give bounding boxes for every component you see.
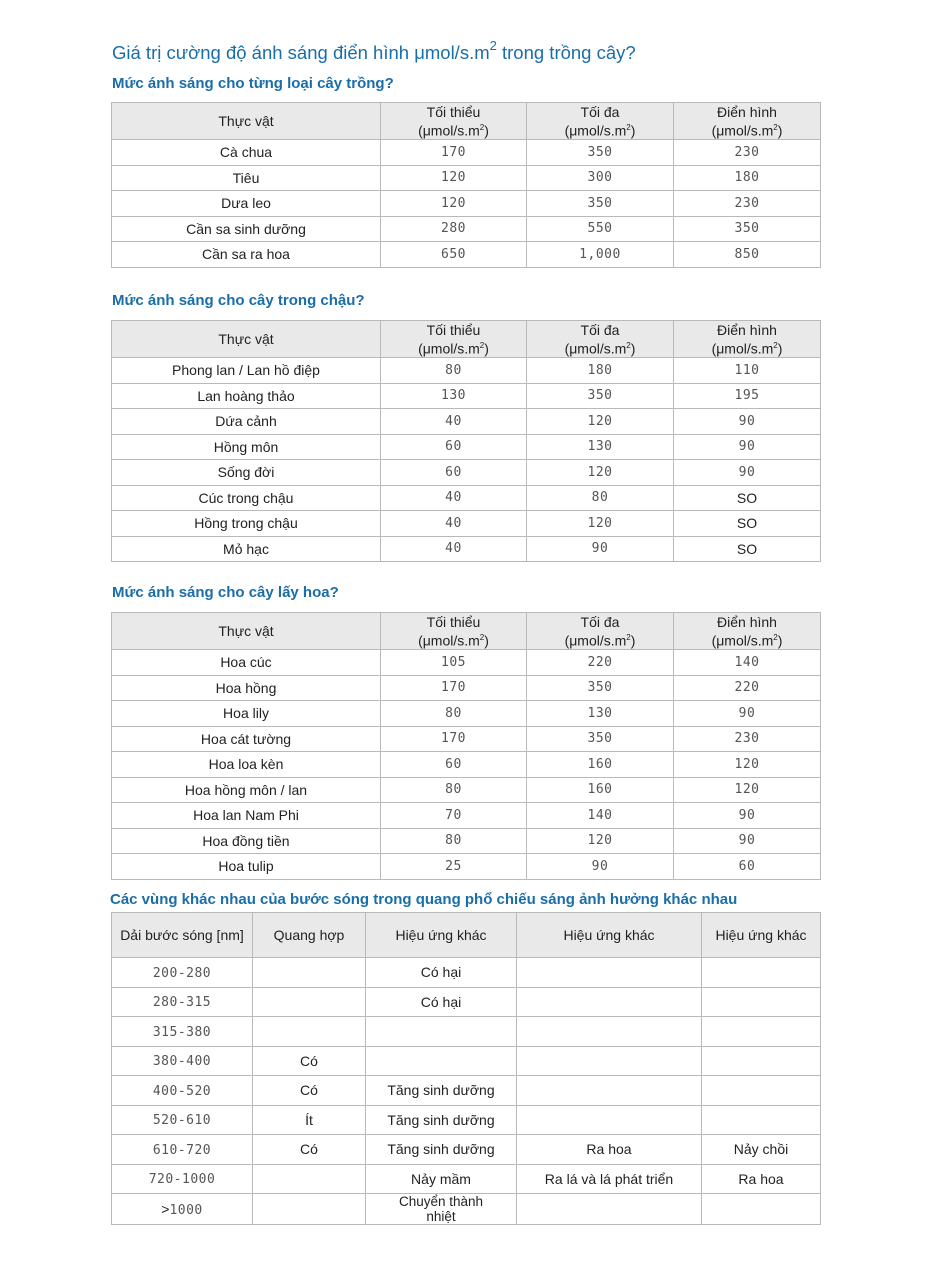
unit-text: (μmol/s.m bbox=[564, 632, 627, 649]
range-value: 315-380 bbox=[152, 1024, 212, 1040]
unit-sup: 2 bbox=[773, 632, 778, 642]
unit-text: (μmol/s.m bbox=[564, 340, 627, 357]
range-value: 520-610 bbox=[152, 1113, 212, 1129]
plant-name: Hoa cúc bbox=[112, 650, 381, 676]
photosynthesis bbox=[253, 987, 366, 1017]
header-minimum bbox=[381, 103, 527, 140]
header-minimum-label: Tối thiểu bbox=[426, 321, 481, 338]
table-row bbox=[112, 216, 821, 242]
table-row bbox=[112, 803, 821, 829]
other-effect-1: Có hại bbox=[366, 987, 517, 1017]
other-effect-2 bbox=[517, 1194, 702, 1225]
unit-sup: 2 bbox=[479, 122, 485, 132]
value-typical: 195 bbox=[674, 383, 821, 409]
table-row bbox=[112, 191, 821, 217]
photosynthesis: Có bbox=[253, 1135, 366, 1165]
plant-name: Hoa cát tường bbox=[112, 726, 381, 752]
header-minimum bbox=[381, 613, 527, 650]
plant-name: Hồng trong chậu bbox=[112, 511, 381, 537]
value-typical: 90 bbox=[674, 701, 821, 727]
other-effect-3 bbox=[702, 1017, 821, 1047]
other-effect-2 bbox=[517, 1017, 702, 1047]
table-row bbox=[112, 650, 821, 676]
other-effect-2: Ra lá và lá phát triển bbox=[517, 1164, 702, 1194]
unit-text: (μmol/s.m bbox=[418, 632, 480, 649]
value-typical: 230 bbox=[674, 191, 821, 217]
plant-name: Phong lan / Lan hồ điệp bbox=[112, 358, 381, 384]
table-row bbox=[112, 726, 821, 752]
wavelength-range bbox=[112, 1105, 253, 1135]
unit-text: (μmol/s.m bbox=[418, 340, 480, 357]
value-typical: 90 bbox=[674, 828, 821, 854]
section-heading-crops: Mức ánh sáng cho từng loại cây trồng? bbox=[112, 75, 394, 92]
value-min: 650 bbox=[381, 242, 527, 268]
photosynthesis bbox=[253, 1194, 366, 1225]
value-min: 120 bbox=[381, 165, 527, 191]
value-max: 120 bbox=[527, 460, 674, 486]
header-typical-label: Điển hình bbox=[717, 613, 777, 630]
value-typical: 90 bbox=[674, 409, 821, 435]
table-row bbox=[112, 242, 821, 268]
other-effect-3 bbox=[702, 1105, 821, 1135]
other-effect-1 bbox=[366, 1017, 517, 1047]
value-max: 130 bbox=[527, 701, 674, 727]
photosynthesis: Có bbox=[253, 1046, 366, 1076]
value-typical: 230 bbox=[674, 726, 821, 752]
photosynthesis bbox=[253, 1164, 366, 1194]
plant-name: Hoa hồng bbox=[112, 675, 381, 701]
value-min: 120 bbox=[381, 191, 527, 217]
other-effect-1 bbox=[366, 1046, 517, 1076]
other-effect-3 bbox=[702, 1046, 821, 1076]
range-value: 200-280 bbox=[152, 965, 212, 981]
value-max: 160 bbox=[527, 752, 674, 778]
value-max: 180 bbox=[527, 358, 674, 384]
unit-text: (μmol/s.m bbox=[711, 122, 774, 139]
header-other-effect-2: Hiệu ứng khác bbox=[517, 913, 702, 958]
table-row bbox=[112, 1164, 821, 1194]
table-row bbox=[112, 511, 821, 537]
value-max: 350 bbox=[527, 726, 674, 752]
value-typical: 350 bbox=[674, 216, 821, 242]
other-effect-1: Tăng sinh dưỡng bbox=[366, 1135, 517, 1165]
header-plant: Thực vật bbox=[112, 103, 381, 140]
range-value: 380-400 bbox=[152, 1054, 212, 1070]
header-typical-label: Điển hình bbox=[717, 321, 777, 338]
unit-label bbox=[381, 630, 526, 649]
header-plant: Thực vật bbox=[112, 321, 381, 358]
section-heading-potted: Mức ánh sáng cho cây trong chậu? bbox=[112, 292, 365, 309]
header-maximum bbox=[527, 321, 674, 358]
value-min: 40 bbox=[381, 485, 527, 511]
unit-label bbox=[527, 120, 673, 139]
value-min: 170 bbox=[381, 675, 527, 701]
unit-text: (μmol/s.m bbox=[711, 632, 774, 649]
header-maximum bbox=[527, 103, 674, 140]
other-effect-2 bbox=[517, 958, 702, 988]
table-row bbox=[112, 383, 821, 409]
other-effect-2 bbox=[517, 1046, 702, 1076]
plant-name: Hoa loa kèn bbox=[112, 752, 381, 778]
table-row bbox=[112, 701, 821, 727]
plant-name: Dứa cảnh bbox=[112, 409, 381, 435]
unit-sup: 2 bbox=[626, 122, 631, 132]
wavelength-effects-table bbox=[111, 912, 821, 1225]
value-min: 60 bbox=[381, 752, 527, 778]
wavelength-range bbox=[112, 1164, 253, 1194]
value-typical: 120 bbox=[674, 777, 821, 803]
unit-end: ) bbox=[777, 340, 783, 357]
header-maximum-label: Tối đa bbox=[580, 321, 620, 338]
range-value: 720-1000 bbox=[148, 1172, 216, 1188]
page-title: Giá trị cường độ ánh sáng điển hình μmol/$s.m^2$ trong trồng cây? bbox=[112, 38, 636, 64]
header-wavelength-range: Dải bước sóng [nm] bbox=[112, 913, 253, 958]
unit-label bbox=[674, 120, 820, 139]
unit-label bbox=[674, 630, 820, 649]
wavelength-range bbox=[112, 1194, 253, 1225]
plant-name: Cần sa sinh dưỡng bbox=[112, 216, 381, 242]
potted-light-table bbox=[111, 320, 821, 562]
other-effect-3 bbox=[702, 958, 821, 988]
other-effect-2 bbox=[517, 987, 702, 1017]
table-row bbox=[112, 1105, 821, 1135]
unit-label bbox=[527, 338, 673, 357]
value-max: 90 bbox=[527, 854, 674, 880]
value-max: 120 bbox=[527, 409, 674, 435]
value-min: 60 bbox=[381, 460, 527, 486]
unit-end: ) bbox=[630, 632, 636, 649]
photosynthesis bbox=[253, 1017, 366, 1047]
plant-name: Lan hoàng thảo bbox=[112, 383, 381, 409]
section-heading-cut-flowers: Mức ánh sáng cho cây lấy hoa? bbox=[112, 584, 339, 601]
wavelength-range bbox=[112, 1135, 253, 1165]
photosynthesis bbox=[253, 958, 366, 988]
plant-name: Tiêu bbox=[112, 165, 381, 191]
value-max: 160 bbox=[527, 777, 674, 803]
value-min: 130 bbox=[381, 383, 527, 409]
other-effect-3 bbox=[702, 1194, 821, 1225]
value-max: 1,000 bbox=[527, 242, 674, 268]
table-row bbox=[112, 1135, 821, 1165]
value-max: 120 bbox=[527, 511, 674, 537]
header-minimum bbox=[381, 321, 527, 358]
value-typical: 110 bbox=[674, 358, 821, 384]
value-min: 105 bbox=[381, 650, 527, 676]
unit-end: ) bbox=[484, 122, 489, 139]
unit-label bbox=[381, 338, 526, 357]
value-typical: 850 bbox=[674, 242, 821, 268]
unit-sup: 2 bbox=[626, 632, 631, 642]
other-effect-2 bbox=[517, 1076, 702, 1106]
value-min: 40 bbox=[381, 409, 527, 435]
value-max: 140 bbox=[527, 803, 674, 829]
plant-name: Hoa lily bbox=[112, 701, 381, 727]
plant-name: Mỏ hạc bbox=[112, 536, 381, 562]
value-typical: 230 bbox=[674, 140, 821, 166]
value-max: 550 bbox=[527, 216, 674, 242]
other-effect-2: Ra hoa bbox=[517, 1135, 702, 1165]
unit-end: ) bbox=[777, 122, 783, 139]
range-value: 280-315 bbox=[152, 995, 212, 1011]
header-typical bbox=[674, 613, 821, 650]
value-max: 90 bbox=[527, 536, 674, 562]
table-row bbox=[112, 958, 821, 988]
unit-end: ) bbox=[484, 632, 489, 649]
plant-name: Hoa tulip bbox=[112, 854, 381, 880]
plant-name: Hoa đồng tiền bbox=[112, 828, 381, 854]
table-row bbox=[112, 1017, 821, 1047]
value-max: 120 bbox=[527, 828, 674, 854]
value-max: 300 bbox=[527, 165, 674, 191]
table-row bbox=[112, 140, 821, 166]
value-max: 350 bbox=[527, 191, 674, 217]
wavelength-range bbox=[112, 1046, 253, 1076]
section-heading-wavelength: Các vùng khác nhau của bước sóng trong quang phổ chiếu sáng ảnh hưởng khác nhau bbox=[110, 891, 738, 908]
unit-sup: 2 bbox=[773, 122, 778, 132]
header-photosynthesis: Quang hợp bbox=[253, 913, 366, 958]
value-typical: 90 bbox=[674, 803, 821, 829]
value-min: 280 bbox=[381, 216, 527, 242]
value-max: 350 bbox=[527, 383, 674, 409]
value-typical: 90 bbox=[674, 460, 821, 486]
other-effect-2 bbox=[517, 1105, 702, 1135]
table-row bbox=[112, 854, 821, 880]
crops-light-table bbox=[111, 102, 821, 268]
value-max: 350 bbox=[527, 675, 674, 701]
wavelength-range bbox=[112, 987, 253, 1017]
plant-name: Cà chua bbox=[112, 140, 381, 166]
table-row bbox=[112, 165, 821, 191]
value-typical: 60 bbox=[674, 854, 821, 880]
other-effect-3: Ra hoa bbox=[702, 1164, 821, 1194]
value-typical: 220 bbox=[674, 675, 821, 701]
value-typical: SO bbox=[674, 485, 821, 511]
plant-name: Cúc trong chậu bbox=[112, 485, 381, 511]
unit-sup: 2 bbox=[479, 632, 485, 642]
header-plant: Thực vật bbox=[112, 613, 381, 650]
table-row bbox=[112, 485, 821, 511]
value-min: 60 bbox=[381, 434, 527, 460]
wavelength-range bbox=[112, 1017, 253, 1047]
table-row bbox=[112, 358, 821, 384]
wavelength-range bbox=[112, 1076, 253, 1106]
table-row bbox=[112, 752, 821, 778]
table-row bbox=[112, 460, 821, 486]
value-min: 40 bbox=[381, 511, 527, 537]
wavelength-range bbox=[112, 958, 253, 988]
table-row bbox=[112, 828, 821, 854]
value-min: 80 bbox=[381, 358, 527, 384]
unit-label bbox=[381, 120, 526, 139]
unit-label bbox=[527, 630, 673, 649]
table-row bbox=[112, 675, 821, 701]
table-row bbox=[112, 777, 821, 803]
other-effect-1: Tăng sinh dưỡng bbox=[366, 1076, 517, 1106]
value-min: 70 bbox=[381, 803, 527, 829]
value-typical: SO bbox=[674, 536, 821, 562]
other-effect-1: Nảy mầm bbox=[366, 1164, 517, 1194]
other-effect-3 bbox=[702, 1076, 821, 1106]
value-typical: 120 bbox=[674, 752, 821, 778]
table-row bbox=[112, 434, 821, 460]
value-min: 80 bbox=[381, 828, 527, 854]
value-typical: SO bbox=[674, 511, 821, 537]
value-max: 350 bbox=[527, 140, 674, 166]
unit-sup: 2 bbox=[479, 340, 485, 350]
header-minimum-label: Tối thiểu bbox=[426, 103, 481, 120]
header-maximum-label: Tối đa bbox=[580, 613, 620, 630]
unit-label bbox=[674, 338, 820, 357]
value-min: 25 bbox=[381, 854, 527, 880]
table-row bbox=[112, 987, 821, 1017]
table-row bbox=[112, 1046, 821, 1076]
value-max: 130 bbox=[527, 434, 674, 460]
plant-name: Cần sa ra hoa bbox=[112, 242, 381, 268]
value-min: 170 bbox=[381, 726, 527, 752]
value-min: 80 bbox=[381, 777, 527, 803]
plant-name: Dưa leo bbox=[112, 191, 381, 217]
header-other-effect-1: Hiệu ứng khác bbox=[366, 913, 517, 958]
unit-text: (μmol/s.m bbox=[418, 122, 480, 139]
value-max: 220 bbox=[527, 650, 674, 676]
value-typical: 180 bbox=[674, 165, 821, 191]
header-typical bbox=[674, 103, 821, 140]
header-typical-label: Điển hình bbox=[717, 103, 777, 120]
other-effect-3: Nảy chồi bbox=[702, 1135, 821, 1165]
unit-end: ) bbox=[484, 340, 489, 357]
unit-sup: 2 bbox=[773, 340, 778, 350]
table-row bbox=[112, 1194, 821, 1225]
unit-sup: 2 bbox=[626, 340, 631, 350]
value-max: 80 bbox=[527, 485, 674, 511]
plant-name: Hoa hồng môn / lan bbox=[112, 777, 381, 803]
range-prefix: > bbox=[161, 1200, 170, 1217]
photosynthesis: Ít bbox=[253, 1105, 366, 1135]
other-effect-3 bbox=[702, 987, 821, 1017]
other-effect-1: Chuyển thành nhiệt bbox=[366, 1194, 517, 1225]
value-typical: 140 bbox=[674, 650, 821, 676]
header-other-effect-3: Hiệu ứng khác bbox=[702, 913, 821, 958]
value-typical: 90 bbox=[674, 434, 821, 460]
range-value: 610-720 bbox=[152, 1142, 212, 1158]
unit-end: ) bbox=[630, 340, 636, 357]
range-value: 400-520 bbox=[152, 1083, 212, 1099]
value-min: 170 bbox=[381, 140, 527, 166]
cut-flowers-light-table bbox=[111, 612, 821, 880]
table-row bbox=[112, 536, 821, 562]
header-typical bbox=[674, 321, 821, 358]
value-min: 80 bbox=[381, 701, 527, 727]
table-row bbox=[112, 1076, 821, 1106]
photosynthesis: Có bbox=[253, 1076, 366, 1106]
unit-end: ) bbox=[777, 632, 783, 649]
plant-name: Hoa lan Nam Phi bbox=[112, 803, 381, 829]
unit-text: (μmol/s.m bbox=[564, 122, 627, 139]
header-maximum bbox=[527, 613, 674, 650]
unit-text: (μmol/s.m bbox=[711, 340, 774, 357]
plant-name: Sống đời bbox=[112, 460, 381, 486]
header-minimum-label: Tối thiểu bbox=[426, 613, 481, 630]
header-maximum-label: Tối đa bbox=[580, 103, 620, 120]
unit-end: ) bbox=[630, 122, 636, 139]
range-value: 1000 bbox=[169, 1202, 203, 1218]
value-min: 40 bbox=[381, 536, 527, 562]
table-row bbox=[112, 409, 821, 435]
other-effect-1: Có hại bbox=[366, 958, 517, 988]
plant-name: Hồng môn bbox=[112, 434, 381, 460]
other-effect-1: Tăng sinh dưỡng bbox=[366, 1105, 517, 1135]
